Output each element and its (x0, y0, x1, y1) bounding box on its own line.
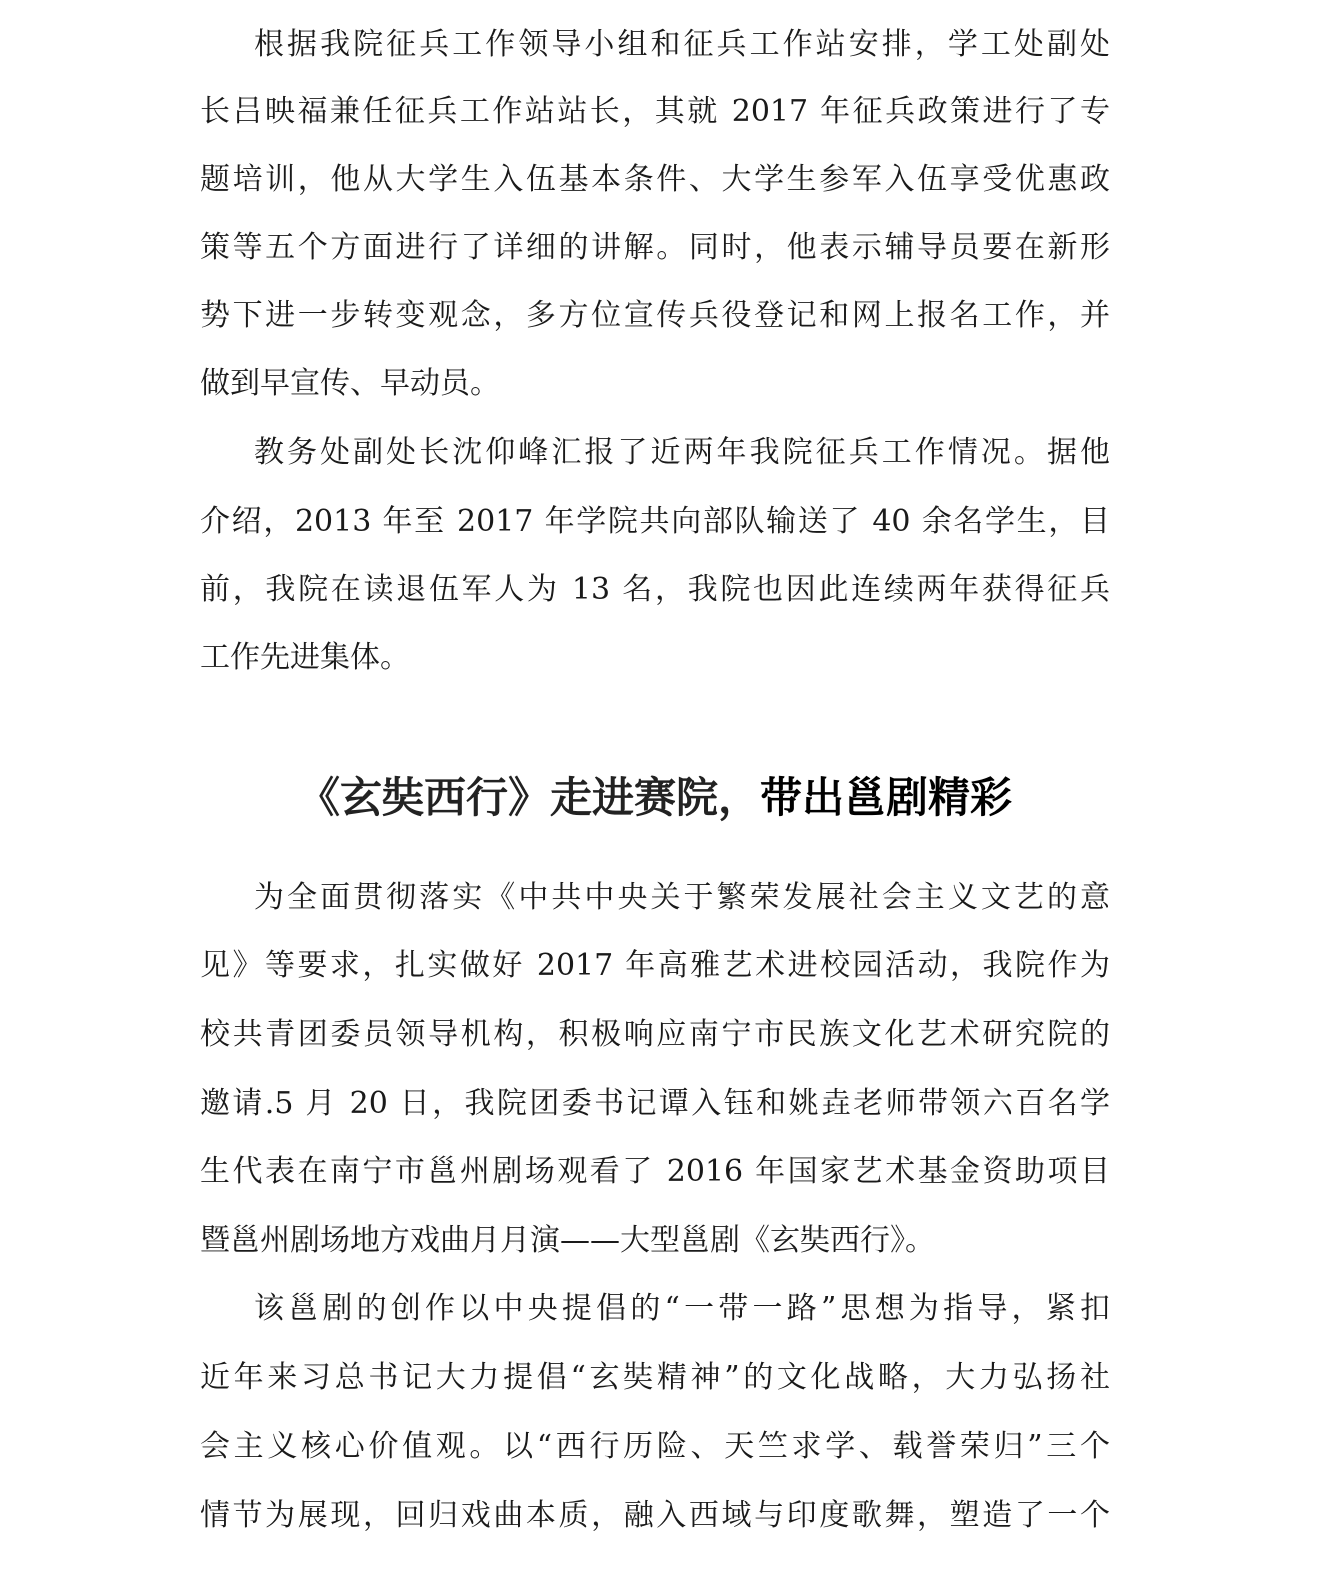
text-line: 前，我院在读退伍军人为 13 名，我院也因此连续两年获得征兵 (200, 572, 1110, 607)
text-line: 根据我院征兵工作领导小组和征兵工作站安排，学工处副处 (254, 27, 1110, 62)
text-line: 该邕剧的创作以中央提倡的“一带一路”思想为指导，紧扣 (254, 1291, 1110, 1326)
text-line: 教务处副处长沈仰峰汇报了近两年我院征兵工作情况。据他 (254, 435, 1110, 470)
text-line: 情节为展现，回归戏曲本质，融入西域与印度歌舞，塑造了一个 (200, 1498, 1110, 1533)
text-line: 题培训，他从大学生入伍基本条件、大学生参军入伍享受优惠政 (200, 162, 1110, 197)
heading-part-1: 《玄奘西行》走进赛院， (297, 773, 760, 822)
heading-part-2: 带出邕剧精彩 (760, 773, 1013, 822)
text-line: 势下进一步转变观念，多方位宣传兵役登记和网上报名工作，并 (200, 298, 1110, 333)
text-line: 暨邕州剧场地方戏曲月月演——大型邕剧《玄奘西行》。 (200, 1223, 935, 1258)
text-line: 做到早宣传、早动员。 (200, 366, 500, 401)
text-line: 见》等要求，扎实做好 2017 年高雅艺术进校园活动，我院作为 (200, 948, 1110, 983)
text-line: 近年来习总书记大力提倡“玄奘精神”的文化战略，大力弘扬社 (200, 1360, 1110, 1395)
section-heading (200, 768, 1110, 828)
text-line: 邀请.5 月 20 日，我院团委书记谭入钰和姚垚老师带领六百名学 (200, 1086, 1110, 1121)
text-line: 校共青团委员领导机构，积极响应南宁市民族文化艺术研究院的 (200, 1017, 1110, 1052)
text-line: 长吕映福兼任征兵工作站站长，其就 2017 年征兵政策进行了专 (200, 94, 1110, 129)
text-line: 工作先进集体。 (200, 640, 410, 675)
text-line: 策等五个方面进行了详细的讲解。同时，他表示辅导员要在新形 (200, 230, 1110, 265)
text-line: 会主义核心价值观。以“西行历险、天竺求学、载誉荣归”三个 (200, 1429, 1110, 1464)
text-line: 为全面贯彻落实《中共中央关于繁荣发展社会主义文艺的意 (254, 880, 1110, 915)
text-line: 介绍，2013 年至 2017 年学院共向部队输送了 40 余名学生，目 (200, 504, 1110, 539)
text-line: 生代表在南宁市邕州剧场观看了 2016 年国家艺术基金资助项目 (200, 1154, 1110, 1189)
